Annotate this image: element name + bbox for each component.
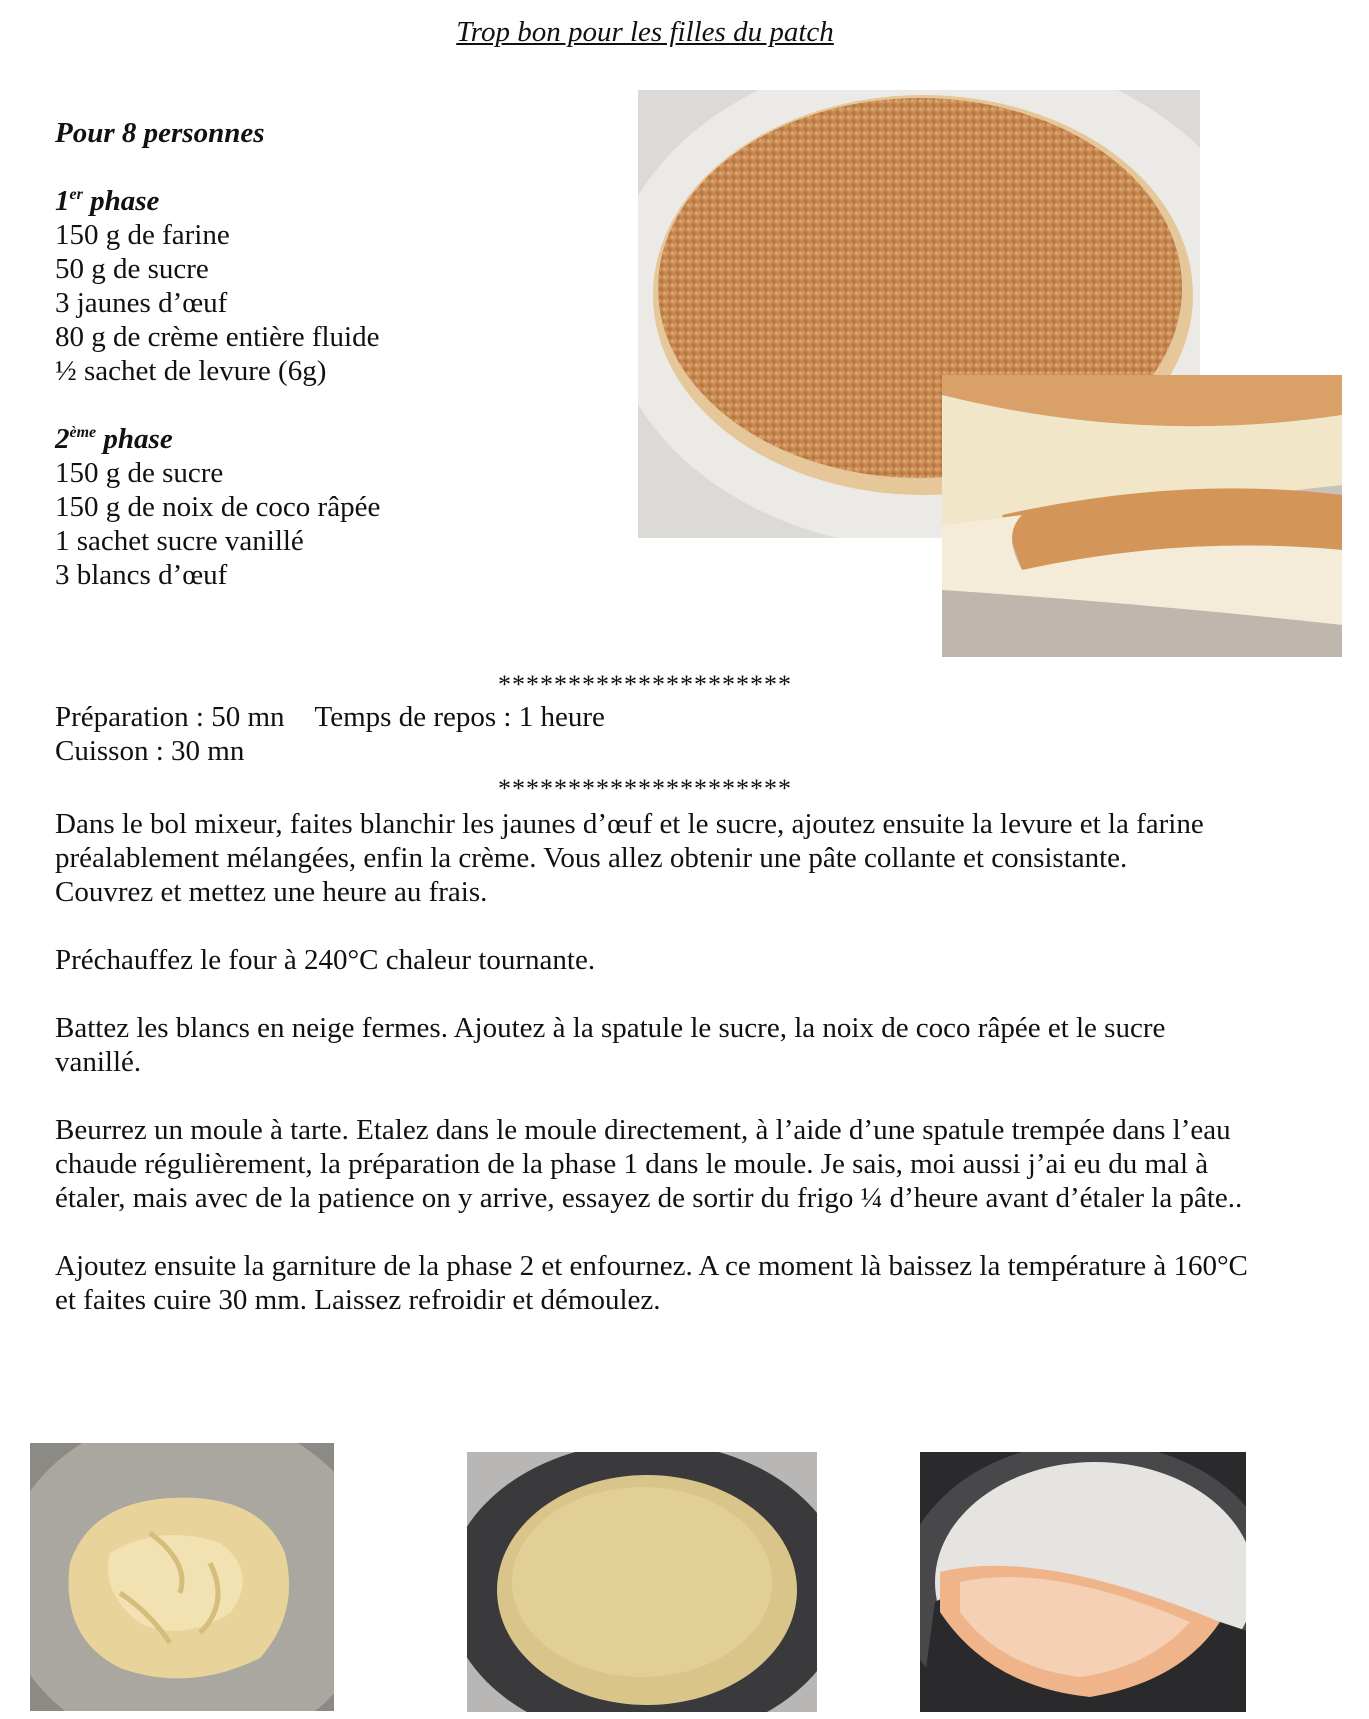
time-info — [55, 700, 1055, 768]
cooking-time: Cuisson : 30 mn — [55, 735, 245, 767]
phase1-ingredient: 3 jaunes d’œuf — [55, 287, 228, 319]
instruction-paragraph: Dans le bol mixeur, faites blanchir les jaunes d’œuf et le sucre, ajoutez ensuite la levure et la farine préalablement mélangées, enfin la crème. Vous allez obtenir une pâte collante et consistante. — [55, 808, 1204, 874]
phase2-ingredient: 1 sachet sucre vanillé — [55, 525, 304, 557]
phase2-ingredient: 3 blancs d’œuf — [55, 559, 228, 591]
phase2-ingredient: 150 g de noix de coco râpée — [55, 491, 381, 523]
instruction-paragraph: Battez les blancs en neige fermes. Ajoutez à la spatule le sucre, la noix de coco râpée et le sucre vanillé. — [55, 1012, 1166, 1078]
ingredients-block — [55, 116, 615, 592]
instructions-block — [55, 807, 1255, 1351]
servings-heading: Pour 8 personnes — [55, 117, 265, 149]
phase2-heading: 2ème phase — [55, 423, 173, 455]
rest-time: Temps de repos : 1 heure — [314, 701, 605, 733]
instruction-paragraph: Préchauffez le four à 240°C chaleur tournante. — [55, 944, 596, 976]
dough-in-bowl-photo — [30, 1443, 334, 1711]
separator-bottom: ********************* — [498, 774, 792, 803]
phase1-ingredient: 80 g de crème entière fluide — [55, 321, 380, 353]
phase1-ingredient: 50 g de sucre — [55, 253, 209, 285]
instruction-paragraph: Couvrez et mettez une heure au frais. — [55, 876, 488, 908]
coconut-topping-photo — [920, 1452, 1246, 1712]
separator-top: ********************* — [498, 670, 792, 699]
phase1-heading: 1er phase — [55, 185, 160, 217]
preparation-time: Préparation : 50 mn — [55, 701, 285, 733]
instruction-paragraph: Ajoutez ensuite la garniture de la phase 2 et enfournez. A ce moment là baissez la température à 160°C et faites cuire 30 mm. Laissez refroidir et démoulez. — [55, 1250, 1248, 1316]
dough-in-pan-photo — [467, 1452, 817, 1712]
phase1-ingredient: 150 g de farine — [55, 219, 230, 251]
phase1-ingredient: ½ sachet de levure (6g) — [55, 355, 327, 387]
instruction-paragraph: Beurrez un moule à tarte. Etalez dans le moule directement, à l’aide d’une spatule trempée dans l’eau chaude régulièrement, la préparation de la phase 1 dans le moule. Je sais, moi aussi j’ai eu du mal à étaler, mais avec de la patience on y arrive, essayez de sortir du frigo ¼ d’heure avant d’étaler la pâte.. — [55, 1114, 1243, 1214]
recipe-title: Trop bon pour les filles du patch — [456, 16, 834, 48]
cake-slice-photo — [942, 375, 1342, 657]
phase2-ingredient: 150 g de sucre — [55, 457, 224, 489]
